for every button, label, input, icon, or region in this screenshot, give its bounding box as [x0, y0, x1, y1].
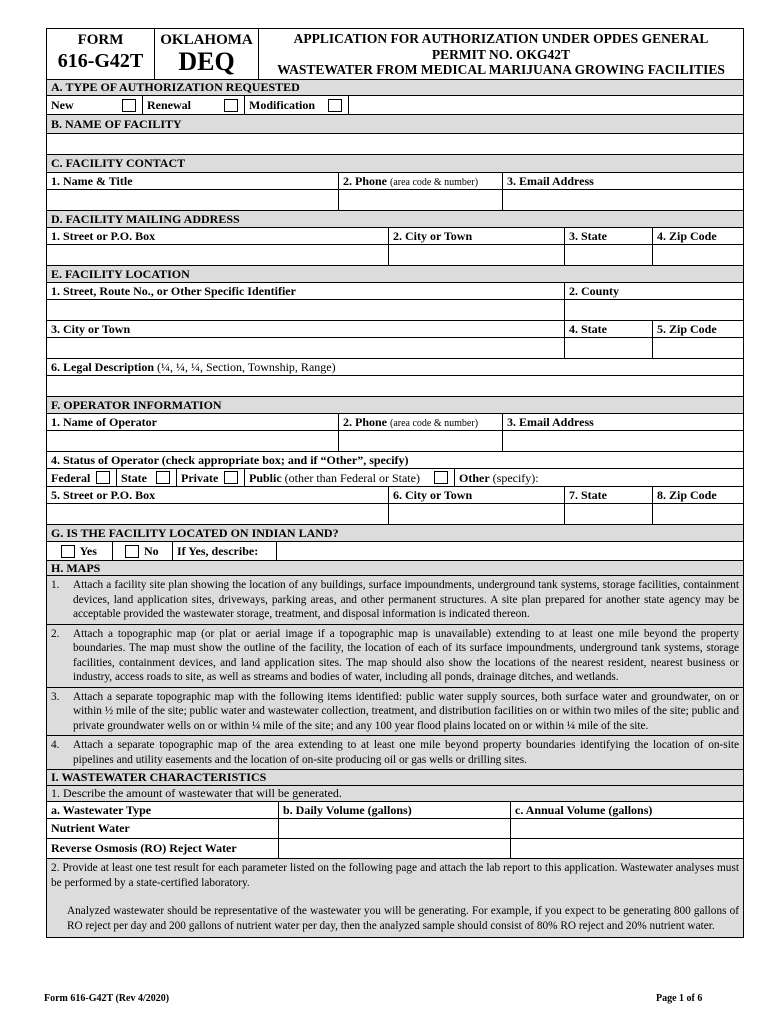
operator-city-field[interactable] — [389, 504, 565, 524]
yes-label: Yes — [79, 544, 97, 558]
operator-city-label: 6. City or Town — [389, 487, 565, 503]
operator-status-options-row — [47, 469, 743, 487]
mailing-fields-row — [47, 245, 743, 266]
operator-phone-note: (area code & number) — [390, 418, 479, 429]
nutrient-annual-field[interactable] — [511, 819, 743, 838]
annual-volume-header: c. Annual Volume (gallons) — [515, 803, 653, 817]
renewal-checkbox[interactable] — [224, 99, 238, 112]
no-checkbox[interactable] — [125, 545, 139, 558]
indian-land-yes — [47, 542, 113, 560]
section-d-title: D. FACILITY MAILING ADDRESS — [51, 212, 240, 226]
section-b-header — [47, 115, 743, 134]
authorization-type-row — [47, 96, 743, 115]
agency-block — [155, 29, 259, 79]
form-label: FORM — [77, 32, 124, 48]
public-note: (other than Federal or State) — [281, 471, 420, 485]
maps-item-1 — [47, 576, 743, 625]
analysis-notes-block — [47, 859, 743, 937]
contact-email-field[interactable] — [503, 190, 743, 210]
new-label: New — [51, 98, 74, 112]
status-other — [455, 469, 743, 486]
form-header — [47, 29, 743, 80]
mailing-state-label: 3. State — [565, 228, 653, 244]
other-note: (specify): — [489, 471, 539, 485]
wastewater-type-cell: Reverse Osmosis (RO) Reject Water — [47, 839, 279, 858]
analysis-note-2: 2. Provide at least one test result for each parameter listed on the following page and attach the lab report to this application. Wastewater analyses must be performed by a state-certified laboratory. — [51, 862, 739, 889]
mailing-city-label: 2. City or Town — [389, 228, 565, 244]
operator-name-field[interactable] — [47, 431, 339, 451]
location-city-labels-row — [47, 321, 743, 338]
maps-item-text: Attach a separate topographic map of the area extending to at least one mile beyond property boundaries identifying the location of on-site pipelines and utility easements and the location of on-site producing oil or gas wells or drilling sites. — [73, 739, 739, 766]
operator-status-label-row — [47, 452, 743, 469]
location-street-label: 1. Street, Route No., or Other Specific Identifier — [47, 283, 565, 299]
operator-email-label: 3. Email Address — [507, 415, 594, 429]
operator-address-labels-row — [47, 487, 743, 504]
footer-form-revision: Form 616-G42T (Rev 4/2020) — [44, 993, 170, 1004]
public-checkbox[interactable] — [434, 471, 448, 484]
option-renewal — [143, 96, 245, 114]
status-private — [177, 469, 245, 486]
empty-cell — [349, 96, 743, 114]
maps-item-number: 4. — [51, 739, 60, 751]
form-title — [259, 29, 743, 79]
contact-phone-text: 2. Phone — [343, 174, 388, 188]
operator-state-label: 7. State — [565, 487, 653, 503]
section-h-title: H. MAPS — [51, 561, 101, 575]
location-county-field[interactable] — [565, 300, 743, 320]
yes-checkbox[interactable] — [61, 545, 75, 558]
public-label: Public — [249, 471, 282, 485]
section-a-title: A. TYPE OF AUTHORIZATION REQUESTED — [51, 80, 300, 94]
contact-email-label: 3. Email Address — [507, 174, 594, 188]
wastewater-analysis-notes — [47, 859, 743, 937]
state-name: OKLAHOMA — [160, 32, 253, 48]
section-d-header — [47, 211, 743, 228]
agency-name: DEQ — [178, 47, 235, 76]
section-e-title: E. FACILITY LOCATION — [51, 267, 190, 281]
mailing-zip-label: 4. Zip Code — [657, 229, 717, 243]
wastewater-type-header: a. Wastewater Type — [47, 802, 279, 818]
title-line-3: WASTEWATER FROM MEDICAL MARIJUANA GROWING FACILITIES — [277, 62, 725, 77]
location-state-field[interactable] — [565, 338, 653, 358]
wastewater-describe-text: 1. Describe the amount of wastewater that will be generated. — [51, 786, 342, 800]
legal-description-note: (¼, ¼, ¼, Section, Township, Range) — [154, 360, 336, 374]
section-b-title: B. NAME OF FACILITY — [51, 117, 182, 131]
location-labels-row — [47, 283, 743, 300]
facility-name-field[interactable] — [47, 134, 743, 154]
operator-zip-field[interactable] — [653, 504, 743, 524]
modification-checkbox[interactable] — [328, 99, 342, 112]
section-c-header — [47, 155, 743, 173]
state-label: State — [121, 471, 147, 485]
maps-item-4 — [47, 736, 743, 770]
section-a-header — [47, 80, 743, 96]
new-checkbox[interactable] — [122, 99, 136, 112]
wastewater-describe-row — [47, 786, 743, 802]
facility-name-row — [47, 134, 743, 155]
no-label: No — [144, 544, 159, 558]
legal-description-label — [47, 359, 743, 375]
contact-name-field[interactable] — [47, 190, 339, 210]
footer-page-number: Page 1 of 6 — [656, 993, 703, 1004]
indian-land-describe-label: If Yes, describe: — [173, 542, 277, 560]
operator-fields-row — [47, 431, 743, 452]
other-label: Other — [459, 471, 490, 485]
section-g-title: G. IS THE FACILITY LOCATED ON INDIAN LAND? — [51, 526, 339, 540]
operator-street-label: 5. Street or P.O. Box — [47, 487, 389, 503]
option-modification — [245, 96, 349, 114]
operator-phone-text: 2. Phone — [343, 415, 388, 429]
legal-description-text: 6. Legal Description — [51, 360, 154, 374]
indian-land-describe-field[interactable] — [277, 542, 743, 560]
operator-street-field[interactable] — [47, 504, 389, 524]
option-new — [47, 96, 143, 114]
location-city-field[interactable] — [47, 338, 565, 358]
indian-land-row — [47, 542, 743, 561]
section-g-header — [47, 525, 743, 542]
legal-description-field[interactable] — [47, 376, 743, 396]
maps-item-3 — [47, 688, 743, 737]
private-checkbox[interactable] — [224, 471, 238, 484]
legal-description-field-row — [47, 376, 743, 397]
section-i-header — [47, 770, 743, 786]
location-state-label: 4. State — [565, 321, 653, 337]
operator-state-field[interactable] — [565, 504, 653, 524]
wastewater-type-cell: Nutrient Water — [47, 819, 279, 838]
contact-phone-field[interactable] — [339, 190, 503, 210]
maps-item-text: Attach a separate topographic map with the following items identified: public water supply sources, both surface water and groundwater, on or within ½ mile of the site; public water and wastewater collection, treatment, and distribution facilities on or within two miles of the site; public and private groundwater wells on or within ¼ mile of the site; and any 100 year flood plains located on or within ¼ mile of the site. — [73, 690, 739, 732]
title-line-2: PERMIT NO. OKG42T — [431, 47, 571, 62]
mailing-state-field[interactable] — [565, 245, 653, 265]
operator-zip-label: 8. Zip Code — [657, 488, 717, 502]
status-public — [245, 469, 455, 486]
contact-phone-label — [339, 173, 503, 189]
mailing-street-label: 1. Street or P.O. Box — [47, 228, 389, 244]
status-federal — [47, 469, 117, 486]
mailing-street-field[interactable] — [47, 245, 389, 265]
operator-labels-row — [47, 414, 743, 431]
contact-name-label: 1. Name & Title — [47, 173, 339, 189]
title-line-1: APPLICATION FOR AUTHORIZATION UNDER OPDES GENERAL — [293, 31, 709, 46]
ro-daily-field[interactable] — [279, 839, 511, 858]
operator-email-field[interactable] — [503, 431, 743, 451]
operator-name-label: 1. Name of Operator — [47, 414, 339, 430]
contact-labels-row — [47, 173, 743, 190]
section-h-header — [47, 561, 743, 576]
maps-item-number: 1. — [51, 579, 60, 591]
modification-label: Modification — [249, 98, 315, 112]
renewal-label: Renewal — [147, 98, 191, 112]
location-zip-label: 5. Zip Code — [657, 322, 717, 336]
section-i-title: I. WASTEWATER CHARACTERISTICS — [51, 770, 267, 784]
federal-label: Federal — [51, 471, 91, 485]
location-street-field[interactable] — [47, 300, 565, 320]
analysis-note-3: Analyzed wastewater should be representative of the wastewater you will be generating. For example, if you expect to be generating 800 gallons of RO reject per day and 200 gallons of nutrient water per day, then the analyzed sample should consist of 80% RO reject and 20% nutrient water. — [67, 905, 739, 932]
ro-annual-field[interactable] — [511, 839, 743, 858]
mailing-city-field[interactable] — [389, 245, 565, 265]
section-f-title: F. OPERATOR INFORMATION — [51, 398, 222, 412]
contact-phone-note: (area code & number) — [390, 177, 479, 188]
mailing-labels-row — [47, 228, 743, 245]
form-number: 616-G42T — [57, 50, 144, 72]
indian-land-no — [113, 542, 173, 560]
maps-item-2 — [47, 625, 743, 688]
section-f-header — [47, 397, 743, 414]
application-form — [46, 28, 744, 938]
operator-phone-label — [339, 414, 503, 430]
status-state — [117, 469, 177, 486]
operator-phone-field[interactable] — [339, 431, 503, 451]
location-city-fields-row — [47, 338, 743, 359]
location-city-label: 3. City or Town — [47, 321, 565, 337]
state-checkbox[interactable] — [156, 471, 170, 484]
mailing-zip-field[interactable] — [653, 245, 743, 265]
legal-description-label-row — [47, 359, 743, 376]
wastewater-table-header — [47, 802, 743, 819]
wastewater-row-nutrient — [47, 819, 743, 839]
private-label: Private — [181, 471, 219, 485]
federal-checkbox[interactable] — [96, 471, 110, 484]
contact-fields-row — [47, 190, 743, 211]
location-zip-field[interactable] — [653, 338, 743, 358]
operator-status-label: 4. Status of Operator (check appropriate box; and if “Other”, specify) — [51, 453, 409, 467]
section-e-header — [47, 266, 743, 283]
daily-volume-header: b. Daily Volume (gallons) — [279, 802, 511, 818]
operator-address-fields-row — [47, 504, 743, 525]
nutrient-daily-field[interactable] — [279, 819, 511, 838]
location-county-label: 2. County — [569, 284, 620, 298]
wastewater-row-ro-reject — [47, 839, 743, 859]
maps-item-number: 3. — [51, 690, 60, 703]
location-fields-row — [47, 300, 743, 321]
section-c-title: C. FACILITY CONTACT — [51, 156, 186, 170]
maps-item-text: Attach a facility site plan showing the location of any buildings, surface impoundments, underground tank systems, storage facilities, containment devices, land application sites, driveways, parking areas, and other permanent structures. A site plan prepared for another state agency may be acceptable provided the wastewater storage, treatment, and disposal information is indicated thereon. — [73, 579, 739, 620]
maps-item-number: 2. — [51, 627, 60, 640]
form-number-block — [47, 29, 155, 79]
maps-item-text: Attach a topographic map (or plat or aerial image if a topographic map is unavailable) extending to at least one mile beyond the property boundaries. The map must show the outline of the facility, the location of each of its surface impoundments, underground tank systems, storage facilities, containment devices, and land application sites. The map should also show the locations of the nearest resident, nearest business or industry, access roads to site, as well as streams and bodies of water, including all ponds, drainage ditches, and wetlands. — [73, 627, 739, 683]
